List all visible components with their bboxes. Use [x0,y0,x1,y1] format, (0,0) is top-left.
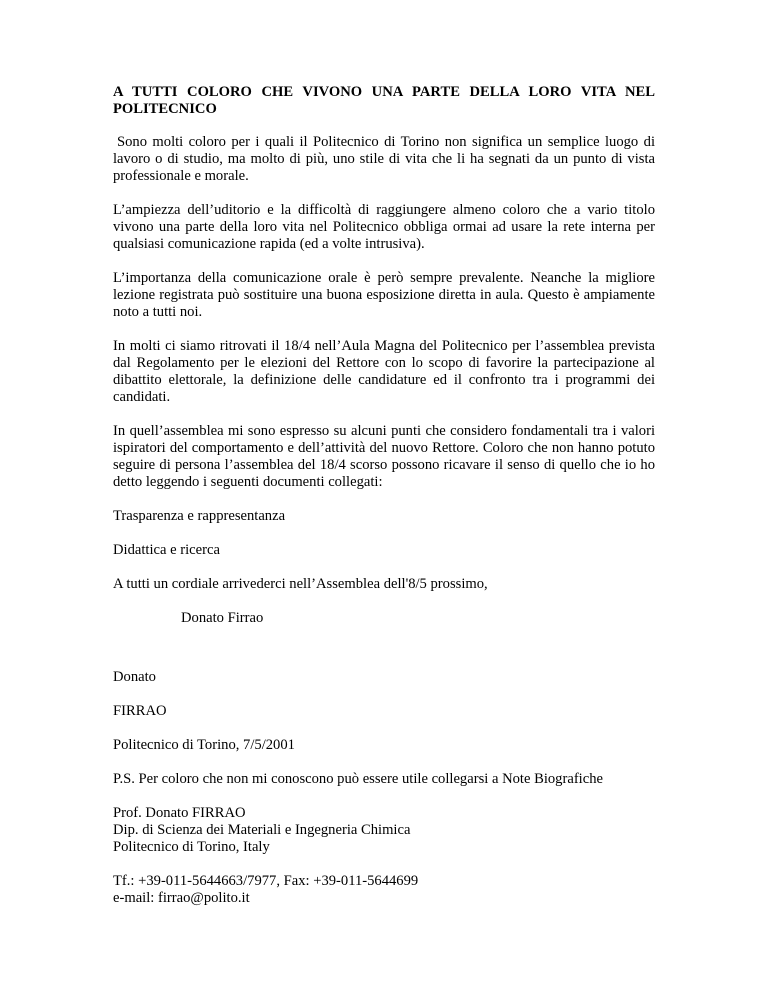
name-last: FIRRAO [113,703,167,719]
contact-institution: Politecnico di Torino, Italy [113,839,270,855]
document-page [113,84,655,924]
postscript: P.S. Per coloro che non mi conoscono può essere utile collegarsi a Note Biografiche [113,771,603,787]
name-first: Donato [113,669,156,685]
paragraph-3: L’importanza della comunicazione orale è però sempre prevalente. Neanche la migliore lezione registrata può sostituire una buona esposizione diretta in aula. Questo è ampiamente noto a tutti noi. [113,270,655,320]
contact-department: Dip. di Scienza dei Materiali e Ingegneria Chimica [113,822,411,838]
link-didattica[interactable] [113,542,655,559]
contact-block [113,805,655,856]
contact-name: Prof. Donato FIRRAO [113,805,246,821]
closing-line: A tutti un cordiale arrivederci nell’Assemblea dell'8/5 prossimo, [113,576,488,592]
paragraph-1: Sono molti coloro per i quali il Politecnico di Torino non significa un semplice luogo di lavoro o di studio, ma molto di più, uno stile di vita che li ha segnati da un punto di vista professionale e morale. [113,134,655,184]
email-address[interactable]: e-mail: firrao@polito.it [113,890,250,906]
place-date: Politecnico di Torino, 7/5/2001 [113,737,295,753]
paragraph-5: In quell’assemblea mi sono espresso su alcuni punti che considero fondamentali tra i valori ispiratori del comportamento e dell’attività del nuovo Rettore. Coloro che non hanno potuto seguire di persona l’assemblea del 18/4 scorso possono ricavare il senso di quello che io ho detto leggendo i seguenti documenti collegati: [113,423,655,490]
document-title: A TUTTI COLORO CHE VIVONO UNA PARTE DELLA LORO VITA NEL POLITECNICO [113,84,655,117]
link-trasparenza-label[interactable]: Trasparenza e rappresentanza [113,508,286,524]
paragraph-2: L’ampiezza dell’uditorio e la difficoltà di raggiungere almeno coloro che a vario titolo vivono una parte della loro vita nel Politecnico obbliga ormai ad usare la rete interna per qualsiasi comunicazione rapida (ed a volte intrusiva). [113,202,655,252]
contact-details [113,873,655,907]
signature: Donato Firrao [181,610,264,626]
phone-fax: Tf.: +39-011-5644663/7977, Fax: +39-011-5644699 [113,873,419,889]
link-didattica-label[interactable]: Didattica e ricerca [113,542,220,558]
paragraph-4: In molti ci siamo ritrovati il 18/4 nell’Aula Magna del Politecnico per l’assemblea prevista dal Regolamento per le elezioni del Rettore con lo scopo di favorire la partecipazione al dibattito elettorale, la definizione delle candidature ed il confronto tra i programmi dei candidati. [113,338,655,405]
link-trasparenza[interactable] [113,508,655,525]
